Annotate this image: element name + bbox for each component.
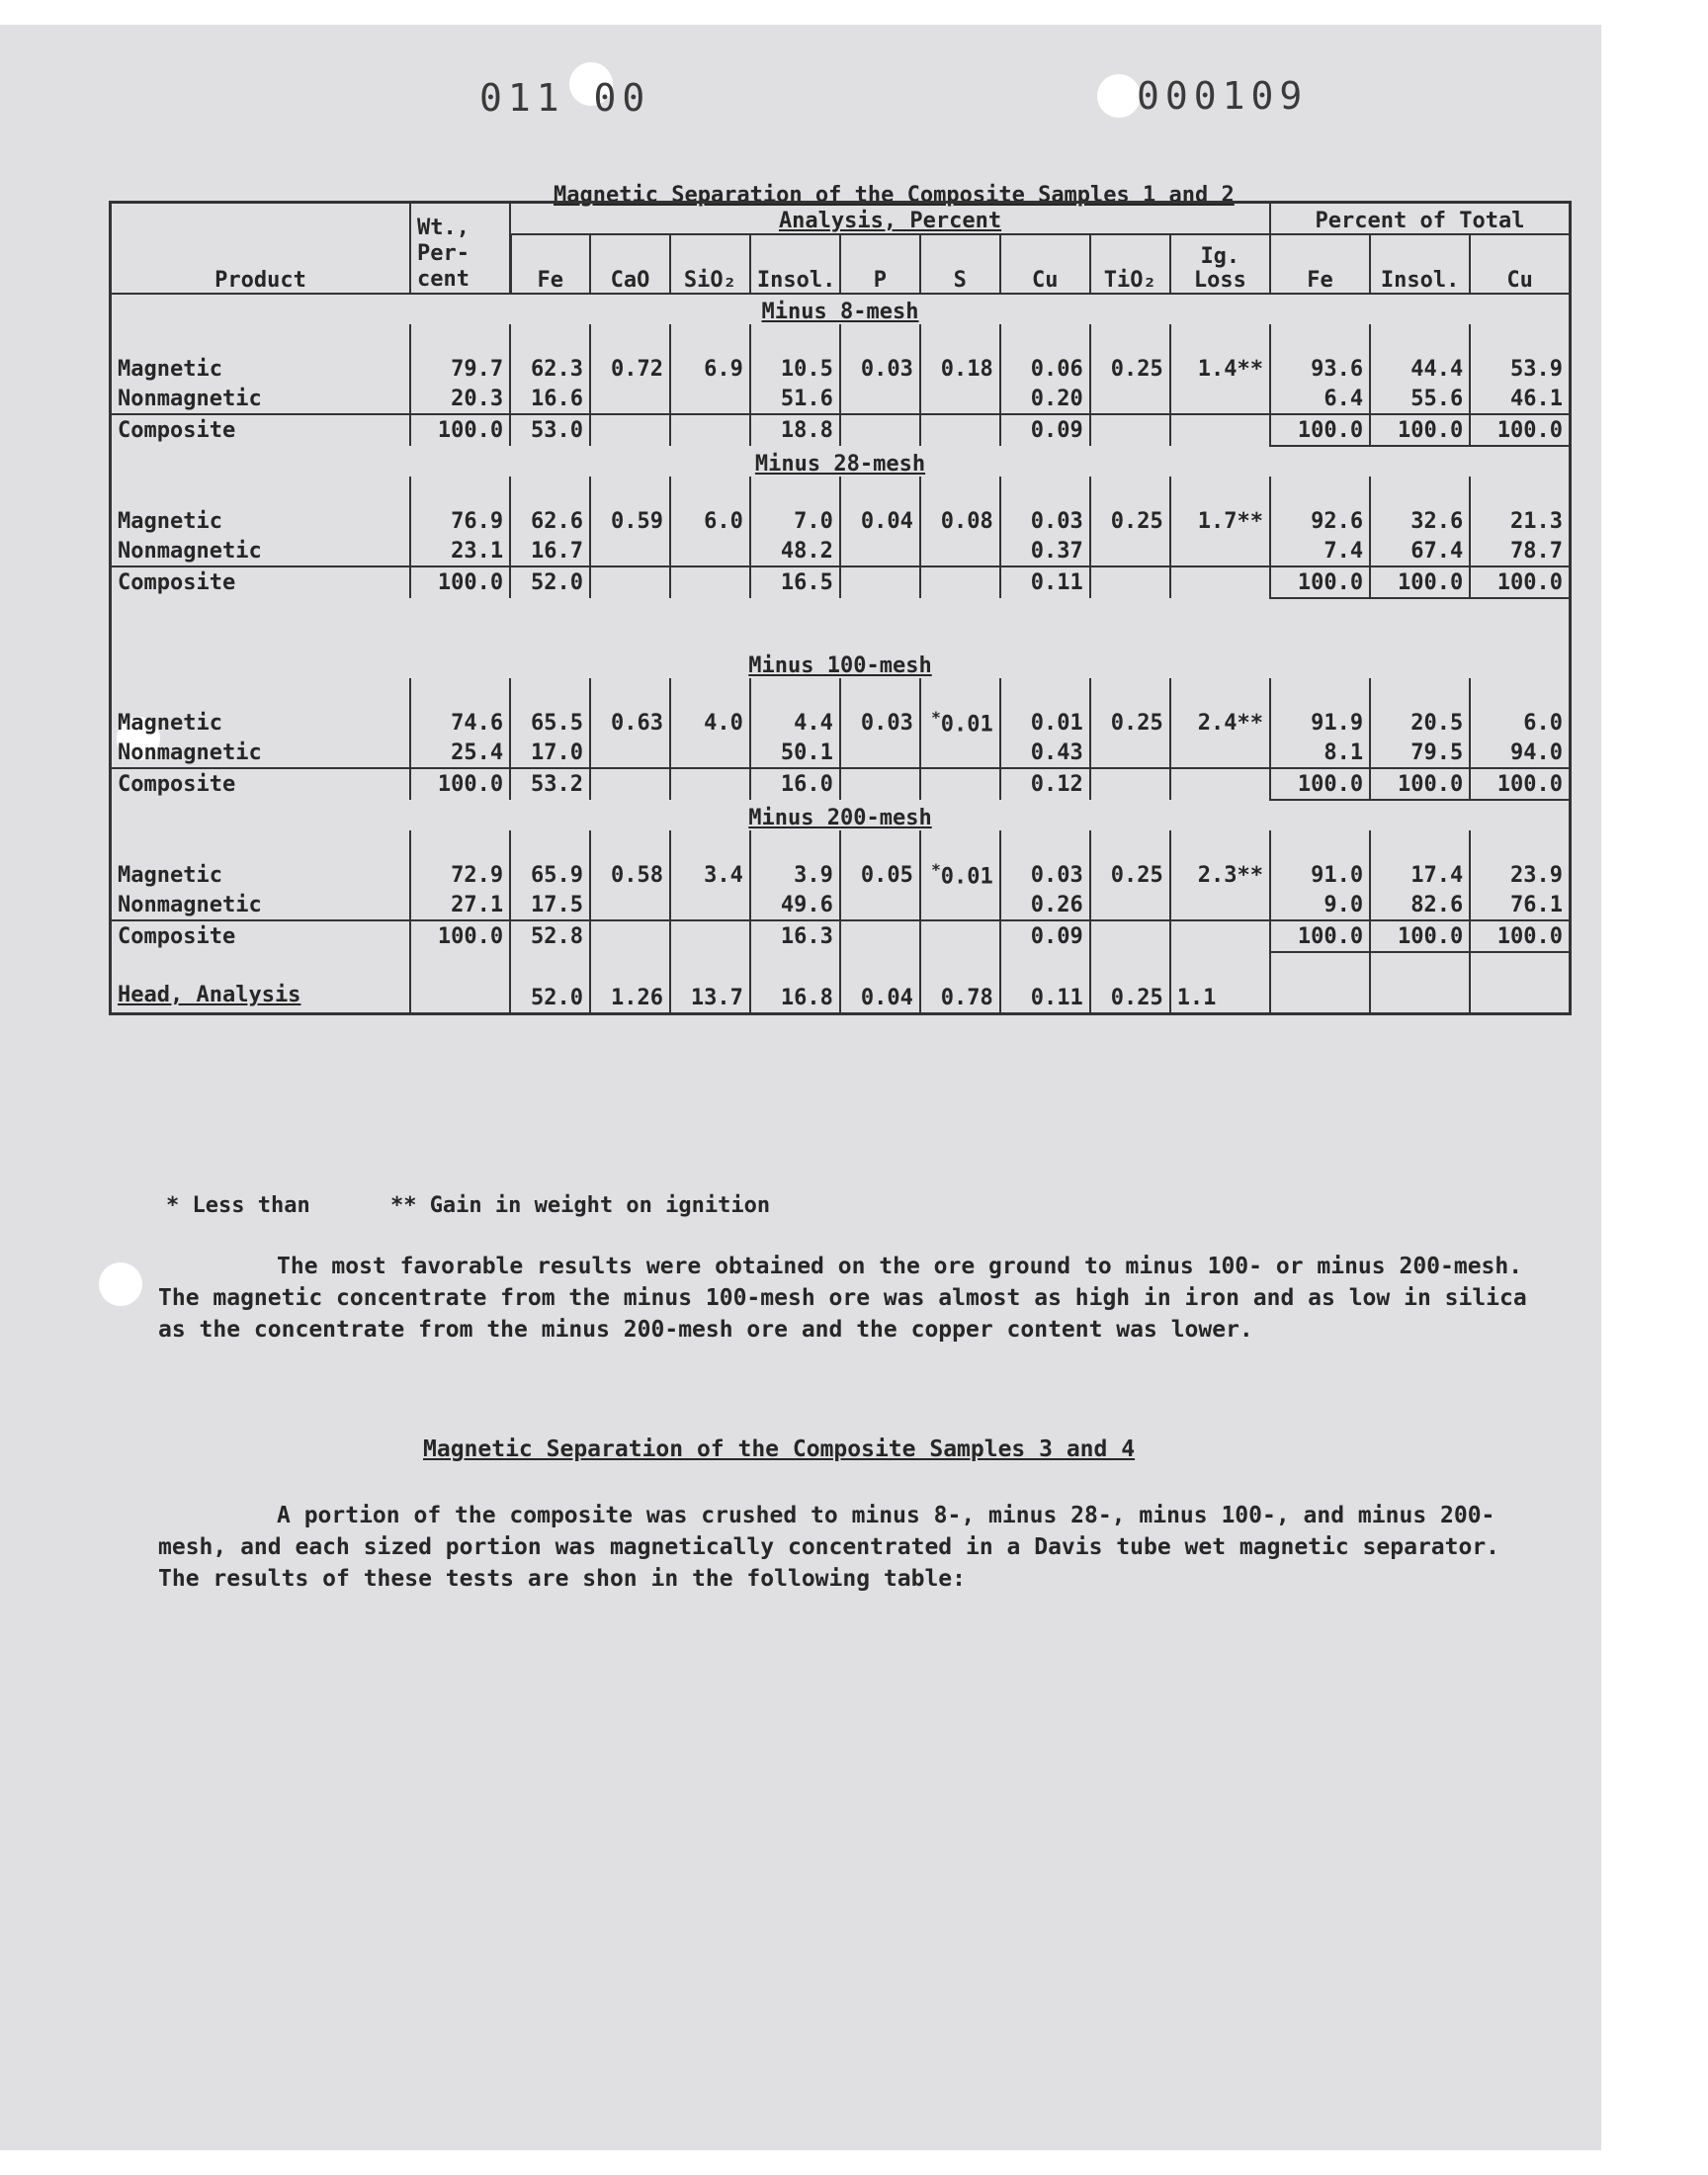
cell-product: Magnetic [111,860,410,890]
cell-cao: 0.59 [590,506,670,536]
cell-wt: 100.0 [410,566,510,598]
table-row-head-analysis [111,983,1571,1014]
cell-wt: 74.6 [410,708,510,738]
cell-product: Nonmagnetic [111,890,410,920]
cell-insol: 3.9 [750,860,840,890]
cell-pt-cu: 78.7 [1470,536,1570,566]
cell-product: Nonmagnetic [111,384,410,414]
cell-pt-insol: 100.0 [1370,566,1470,598]
head-analysis [111,952,1571,1014]
cell-cu: 0.43 [1000,738,1090,768]
cell-pt-fe: 91.0 [1270,860,1370,890]
cell-insol: 16.5 [750,566,840,598]
cell-pt-fe: 100.0 [1270,920,1370,952]
cell-pt-fe: 91.9 [1270,708,1370,738]
cell-product: Magnetic [111,506,410,536]
cell-fe: 16.7 [510,536,590,566]
section-title: Minus 8-mesh [111,294,1571,324]
cell-sio2: 6.9 [670,354,750,384]
section-heading: Magnetic Separation of the Composite Samples 3 and 4 [423,1436,1136,1462]
cell-pt-insol: 55.6 [1370,384,1470,414]
section-minus-100-mesh [111,598,1571,800]
cell-product: Nonmagnetic [111,738,410,768]
header-sio2: SiO₂ [670,234,750,294]
less-than-mark: * [931,708,941,728]
cell-fe: 52.8 [510,920,590,952]
header-analysis-percent: Analysis, Percent [510,203,1270,235]
cell-insol: 50.1 [750,738,840,768]
cell-cao: 0.63 [590,708,670,738]
cell-pt-fe: 6.4 [1270,384,1370,414]
cell-pt-insol: 100.0 [1370,768,1470,800]
cell-wt: 100.0 [410,414,510,446]
header-pt-fe: Fe [1270,234,1370,294]
cell-pt-cu: 94.0 [1470,738,1570,768]
cell-pt-fe: 92.6 [1270,506,1370,536]
cell-ig-loss: 1.7** [1170,506,1270,536]
cell-ig-loss: 2.4** [1170,708,1270,738]
cell-product: Magnetic [111,708,410,738]
header-p: P [840,234,920,294]
cell-pt-insol: 20.5 [1370,708,1470,738]
cell-pt-cu: 76.1 [1470,890,1570,920]
header-pt-insol: Insol. [1370,234,1470,294]
page-stamp-left: 011 00 [479,76,651,120]
cell-p: 0.04 [840,983,920,1014]
cell-tio2: 0.25 [1090,506,1170,536]
cell-pt-cu: 46.1 [1470,384,1570,414]
cell-fe: 52.0 [510,983,590,1014]
cell-cu: 0.06 [1000,354,1090,384]
cell-cu: 0.11 [1000,983,1090,1014]
paragraph-results: The most favorable results were obtained on the ore ground to minus 100- or minus 200-mesh. The magnetic concentrate from the minus 100-mesh ore was almost as high in iron and as low in silica as the concentrate from the minus 200-mesh ore and the copper content was lower. [158,1254,1527,1343]
cell-product: Composite [111,768,410,800]
table-row-nonmagnetic [111,384,1571,414]
header-cu: Cu [1000,234,1090,294]
cell-wt: 72.9 [410,860,510,890]
cell-p: 0.05 [840,860,920,890]
cell-s [920,708,1000,738]
footnote-gain: ** Gain in weight on ignition [389,1193,771,1218]
header-percent-of-total: Percent of Total [1270,203,1571,235]
header-fe: Fe [510,234,590,294]
header-s: S [920,234,1000,294]
cell-pt-cu: 23.9 [1470,860,1570,890]
cell-pt-insol: 17.4 [1370,860,1470,890]
cell-p: 0.04 [840,506,920,536]
cell-insol: 48.2 [750,536,840,566]
cell-sio2: 6.0 [670,506,750,536]
footnote-less-than: * Less than [166,1193,310,1218]
section-title: Minus 200-mesh [111,800,1571,830]
header-ig-loss: Ig. Loss [1170,234,1270,294]
cell-pt-insol: 100.0 [1370,920,1470,952]
cell-insol: 16.3 [750,920,840,952]
cell-fe: 62.3 [510,354,590,384]
paragraph-procedure: A portion of the composite was crushed to minus 8-, minus 28-, minus 100-, and minus 200-mesh, and each sized portion was magnetically concentrated in a Davis tube wet magnetic separator. The results of these tests are shon in the following table: [158,1503,1500,1592]
cell-wt: 100.0 [410,920,510,952]
table-row-nonmagnetic [111,738,1571,768]
cell-s: 0.18 [920,354,1000,384]
cell-wt: 27.1 [410,890,510,920]
header-insol: Insol. [750,234,840,294]
cell-fe: 53.2 [510,768,590,800]
cell-cu: 0.20 [1000,384,1090,414]
cell-wt: 25.4 [410,738,510,768]
cell-product: Nonmagnetic [111,536,410,566]
table-row-magnetic [111,860,1571,890]
cell-tio2: 0.25 [1090,860,1170,890]
cell-s [920,860,1000,890]
cell-cu: 0.09 [1000,920,1090,952]
cell-sio2: 4.0 [670,708,750,738]
cell-insol: 4.4 [750,708,840,738]
section-title: Minus 100-mesh [111,598,1571,678]
cell-s-value: 0.01 [940,712,993,738]
cell-fe: 62.6 [510,506,590,536]
cell-product: Magnetic [111,354,410,384]
cell-s-value: 0.01 [940,864,993,890]
section-title: Minus 28-mesh [111,446,1571,477]
cell-pt-cu: 100.0 [1470,414,1570,446]
cell-tio2: 0.25 [1090,708,1170,738]
table-row-magnetic [111,708,1571,738]
table-row-nonmagnetic [111,536,1571,566]
cell-fe: 65.5 [510,708,590,738]
cell-cu: 0.11 [1000,566,1090,598]
cell-pt-insol: 100.0 [1370,414,1470,446]
cell-insol: 49.6 [750,890,840,920]
cell-p: 0.03 [840,708,920,738]
cell-pt-fe: 8.1 [1270,738,1370,768]
cell-insol: 16.0 [750,768,840,800]
cell-product: Composite [111,414,410,446]
document-page [0,25,1601,2150]
page-stamp-right: 000109 [1137,74,1309,118]
cell-tio2: 0.25 [1090,983,1170,1014]
cell-fe: 53.0 [510,414,590,446]
cell-wt: 20.3 [410,384,510,414]
cell-pt-cu: 100.0 [1470,920,1570,952]
cell-tio2: 0.25 [1090,354,1170,384]
cell-pt-fe: 7.4 [1270,536,1370,566]
cell-p: 0.03 [840,354,920,384]
table-row-nonmagnetic [111,890,1571,920]
section-minus-200-mesh [111,800,1571,952]
cell-pt-insol: 79.5 [1370,738,1470,768]
cell-ig-loss: 1.4** [1170,354,1270,384]
cell-insol: 10.5 [750,354,840,384]
cell-sio2: 3.4 [670,860,750,890]
cell-cu: 0.03 [1000,860,1090,890]
cell-pt-insol: 67.4 [1370,536,1470,566]
cell-pt-insol: 32.6 [1370,506,1470,536]
table-footnotes [166,1193,837,1218]
header-tio2: TiO₂ [1090,234,1170,294]
cell-pt-fe: 9.0 [1270,890,1370,920]
cell-pt-cu: 100.0 [1470,566,1570,598]
punch-hole [1097,74,1141,118]
less-than-mark: * [931,860,941,880]
cell-fe: 17.0 [510,738,590,768]
cell-s: 0.08 [920,506,1000,536]
magnetic-separation-table [109,201,1572,1015]
cell-sio2: 13.7 [670,983,750,1014]
cell-pt-cu: 53.9 [1470,354,1570,384]
cell-product: Composite [111,566,410,598]
cell-product: Composite [111,920,410,952]
cell-fe: 65.9 [510,860,590,890]
cell-fe: 52.0 [510,566,590,598]
cell-cao: 0.72 [590,354,670,384]
cell-insol: 18.8 [750,414,840,446]
cell-insol: 7.0 [750,506,840,536]
table-row-magnetic [111,506,1571,536]
cell-pt-insol: 82.6 [1370,890,1470,920]
cell-wt: 76.9 [410,506,510,536]
section-minus-28-mesh [111,446,1571,598]
cell-pt-fe: 100.0 [1270,414,1370,446]
cell-wt: 23.1 [410,536,510,566]
cell-cu: 0.37 [1000,536,1090,566]
cell-insol: 16.8 [750,983,840,1014]
cell-pt-cu: 100.0 [1470,768,1570,800]
cell-product: Head, Analysis [111,983,410,1014]
cell-fe: 16.6 [510,384,590,414]
cell-fe: 17.5 [510,890,590,920]
header-wt-percent: Wt., Per- cent [410,203,510,295]
cell-s: 0.78 [920,983,1000,1014]
cell-wt: 100.0 [410,768,510,800]
cell-ig-loss: 2.3** [1170,860,1270,890]
cell-ig-loss: 1.1 [1170,983,1270,1014]
cell-pt-cu: 21.3 [1470,506,1570,536]
cell-pt-cu: 6.0 [1470,708,1570,738]
cell-pt-fe: 93.6 [1270,354,1370,384]
cell-cu: 0.12 [1000,768,1090,800]
table-row-composite [111,920,1571,952]
table-row-composite [111,566,1571,598]
table-title: Magnetic Separation of the Composite Samples 1 and 2 [554,183,1235,208]
cell-cao: 0.58 [590,860,670,890]
cell-cu: 0.01 [1000,708,1090,738]
punch-hole [99,1262,142,1306]
cell-cu: 0.03 [1000,506,1090,536]
header-cao: CaO [590,234,670,294]
cell-cu: 0.26 [1000,890,1090,920]
cell-pt-insol: 44.4 [1370,354,1470,384]
table-row-magnetic [111,354,1571,384]
header-product: Product [111,203,410,295]
cell-pt-fe: 100.0 [1270,566,1370,598]
cell-cu: 0.09 [1000,414,1090,446]
table-row-composite [111,768,1571,800]
cell-wt: 79.7 [410,354,510,384]
cell-cao: 1.26 [590,983,670,1014]
cell-pt-fe: 100.0 [1270,768,1370,800]
table-row-composite [111,414,1571,446]
section-minus-8-mesh [111,294,1571,446]
header-pt-cu: Cu [1470,234,1570,294]
cell-insol: 51.6 [750,384,840,414]
